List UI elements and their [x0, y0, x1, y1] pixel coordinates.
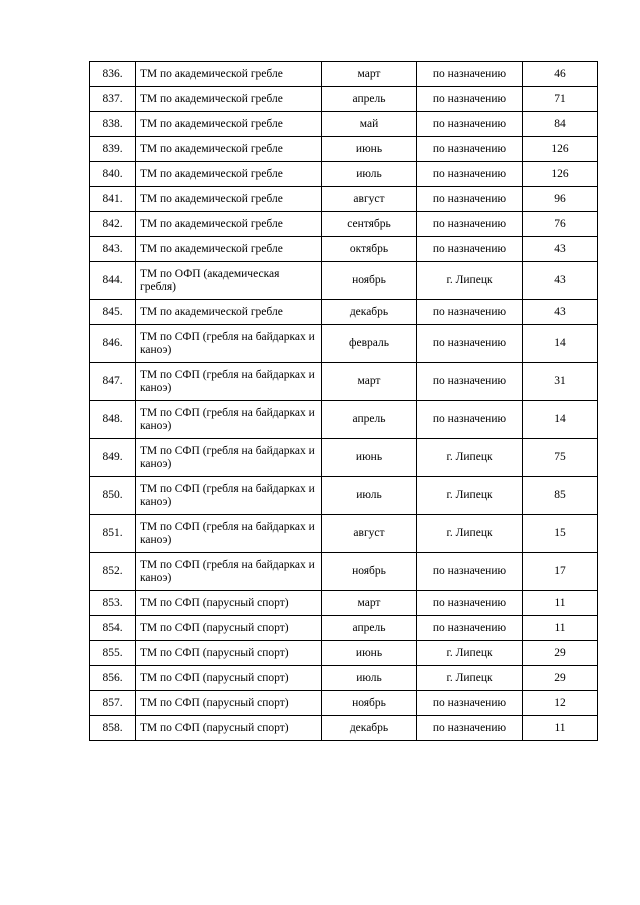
participants-cell: 14	[523, 325, 598, 363]
location-cell: по назначению	[417, 162, 523, 187]
location-cell: по назначению	[417, 87, 523, 112]
row-number-cell: 855.	[90, 641, 136, 666]
month-cell: февраль	[322, 325, 417, 363]
participants-cell: 46	[523, 62, 598, 87]
table-row	[90, 262, 598, 300]
location-cell: по назначению	[417, 553, 523, 591]
month-cell: август	[322, 515, 417, 553]
row-number-cell: 850.	[90, 477, 136, 515]
table-row	[90, 616, 598, 641]
table-row	[90, 716, 598, 741]
participants-cell: 29	[523, 666, 598, 691]
table-row	[90, 62, 598, 87]
row-number-cell: 857.	[90, 691, 136, 716]
event-name-cell: ТМ по академической гребле	[136, 237, 322, 262]
month-cell: апрель	[322, 401, 417, 439]
event-name-cell: ТМ по СФП (гребля на байдарках и каноэ)	[136, 553, 322, 591]
month-cell: декабрь	[322, 716, 417, 741]
month-cell: апрель	[322, 87, 417, 112]
table-row	[90, 137, 598, 162]
month-cell: октябрь	[322, 237, 417, 262]
participants-cell: 75	[523, 439, 598, 477]
table-row	[90, 237, 598, 262]
table-row	[90, 477, 598, 515]
month-cell: август	[322, 187, 417, 212]
row-number-cell: 839.	[90, 137, 136, 162]
table-row	[90, 515, 598, 553]
event-name-cell: ТМ по СФП (парусный спорт)	[136, 641, 322, 666]
row-number-cell: 836.	[90, 62, 136, 87]
participants-cell: 31	[523, 363, 598, 401]
table-row	[90, 363, 598, 401]
table-row	[90, 187, 598, 212]
month-cell: март	[322, 62, 417, 87]
participants-cell: 126	[523, 162, 598, 187]
participants-cell: 29	[523, 641, 598, 666]
location-cell: г. Липецк	[417, 666, 523, 691]
location-cell: г. Липецк	[417, 641, 523, 666]
month-cell: апрель	[322, 616, 417, 641]
event-name-cell: ТМ по академической гребле	[136, 212, 322, 237]
participants-cell: 84	[523, 112, 598, 137]
table-row	[90, 691, 598, 716]
participants-cell: 11	[523, 591, 598, 616]
table-row	[90, 439, 598, 477]
participants-cell: 15	[523, 515, 598, 553]
month-cell: ноябрь	[322, 262, 417, 300]
event-name-cell: ТМ по СФП (парусный спорт)	[136, 716, 322, 741]
month-cell: март	[322, 591, 417, 616]
participants-cell: 11	[523, 716, 598, 741]
row-number-cell: 844.	[90, 262, 136, 300]
location-cell: по назначению	[417, 691, 523, 716]
row-number-cell: 858.	[90, 716, 136, 741]
event-name-cell: ТМ по академической гребле	[136, 187, 322, 212]
row-number-cell: 845.	[90, 300, 136, 325]
event-name-cell: ТМ по академической гребле	[136, 300, 322, 325]
participants-cell: 96	[523, 187, 598, 212]
location-cell: г. Липецк	[417, 439, 523, 477]
row-number-cell: 842.	[90, 212, 136, 237]
participants-cell: 43	[523, 300, 598, 325]
row-number-cell: 848.	[90, 401, 136, 439]
location-cell: по назначению	[417, 187, 523, 212]
month-cell: июль	[322, 477, 417, 515]
event-name-cell: ТМ по СФП (парусный спорт)	[136, 691, 322, 716]
participants-cell: 71	[523, 87, 598, 112]
location-cell: по назначению	[417, 616, 523, 641]
event-name-cell: ТМ по СФП (гребля на байдарках и каноэ)	[136, 325, 322, 363]
event-name-cell: ТМ по академической гребле	[136, 137, 322, 162]
participants-cell: 11	[523, 616, 598, 641]
table-row	[90, 325, 598, 363]
location-cell: по назначению	[417, 137, 523, 162]
participants-cell: 43	[523, 237, 598, 262]
participants-cell: 17	[523, 553, 598, 591]
location-cell: г. Липецк	[417, 477, 523, 515]
row-number-cell: 843.	[90, 237, 136, 262]
table-row	[90, 591, 598, 616]
location-cell: по назначению	[417, 300, 523, 325]
month-cell: декабрь	[322, 300, 417, 325]
location-cell: по назначению	[417, 237, 523, 262]
row-number-cell: 852.	[90, 553, 136, 591]
row-number-cell: 838.	[90, 112, 136, 137]
participants-cell: 14	[523, 401, 598, 439]
month-cell: март	[322, 363, 417, 401]
event-name-cell: ТМ по СФП (гребля на байдарках и каноэ)	[136, 439, 322, 477]
event-name-cell: ТМ по СФП (гребля на байдарках и каноэ)	[136, 401, 322, 439]
month-cell: ноябрь	[322, 691, 417, 716]
event-name-cell: ТМ по академической гребле	[136, 87, 322, 112]
participants-cell: 12	[523, 691, 598, 716]
month-cell: июль	[322, 162, 417, 187]
month-cell: июнь	[322, 439, 417, 477]
event-name-cell: ТМ по СФП (парусный спорт)	[136, 591, 322, 616]
row-number-cell: 846.	[90, 325, 136, 363]
table-row	[90, 641, 598, 666]
table-row	[90, 300, 598, 325]
events-table	[89, 61, 598, 741]
participants-cell: 126	[523, 137, 598, 162]
row-number-cell: 856.	[90, 666, 136, 691]
event-name-cell: ТМ по СФП (парусный спорт)	[136, 616, 322, 641]
row-number-cell: 841.	[90, 187, 136, 212]
location-cell: г. Липецк	[417, 515, 523, 553]
location-cell: г. Липецк	[417, 262, 523, 300]
location-cell: по назначению	[417, 325, 523, 363]
row-number-cell: 840.	[90, 162, 136, 187]
location-cell: по назначению	[417, 62, 523, 87]
document-page	[89, 61, 597, 741]
table-row	[90, 666, 598, 691]
month-cell: ноябрь	[322, 553, 417, 591]
table-row	[90, 162, 598, 187]
event-name-cell: ТМ по академической гребле	[136, 162, 322, 187]
table-row	[90, 401, 598, 439]
participants-cell: 76	[523, 212, 598, 237]
row-number-cell: 849.	[90, 439, 136, 477]
month-cell: июль	[322, 666, 417, 691]
month-cell: май	[322, 112, 417, 137]
row-number-cell: 854.	[90, 616, 136, 641]
participants-cell: 85	[523, 477, 598, 515]
location-cell: по назначению	[417, 112, 523, 137]
event-name-cell: ТМ по академической гребле	[136, 112, 322, 137]
row-number-cell: 853.	[90, 591, 136, 616]
events-table-body	[90, 62, 598, 741]
table-row	[90, 553, 598, 591]
location-cell: по назначению	[417, 591, 523, 616]
row-number-cell: 851.	[90, 515, 136, 553]
event-name-cell: ТМ по СФП (гребля на байдарках и каноэ)	[136, 515, 322, 553]
event-name-cell: ТМ по СФП (парусный спорт)	[136, 666, 322, 691]
row-number-cell: 847.	[90, 363, 136, 401]
participants-cell: 43	[523, 262, 598, 300]
event-name-cell: ТМ по СФП (гребля на байдарках и каноэ)	[136, 477, 322, 515]
table-row	[90, 112, 598, 137]
location-cell: по назначению	[417, 716, 523, 741]
event-name-cell: ТМ по ОФП (академическая гребля)	[136, 262, 322, 300]
location-cell: по назначению	[417, 363, 523, 401]
event-name-cell: ТМ по СФП (гребля на байдарках и каноэ)	[136, 363, 322, 401]
location-cell: по назначению	[417, 212, 523, 237]
month-cell: сентябрь	[322, 212, 417, 237]
event-name-cell: ТМ по академической гребле	[136, 62, 322, 87]
month-cell: июнь	[322, 641, 417, 666]
table-row	[90, 212, 598, 237]
table-row	[90, 87, 598, 112]
location-cell: по назначению	[417, 401, 523, 439]
month-cell: июнь	[322, 137, 417, 162]
row-number-cell: 837.	[90, 87, 136, 112]
